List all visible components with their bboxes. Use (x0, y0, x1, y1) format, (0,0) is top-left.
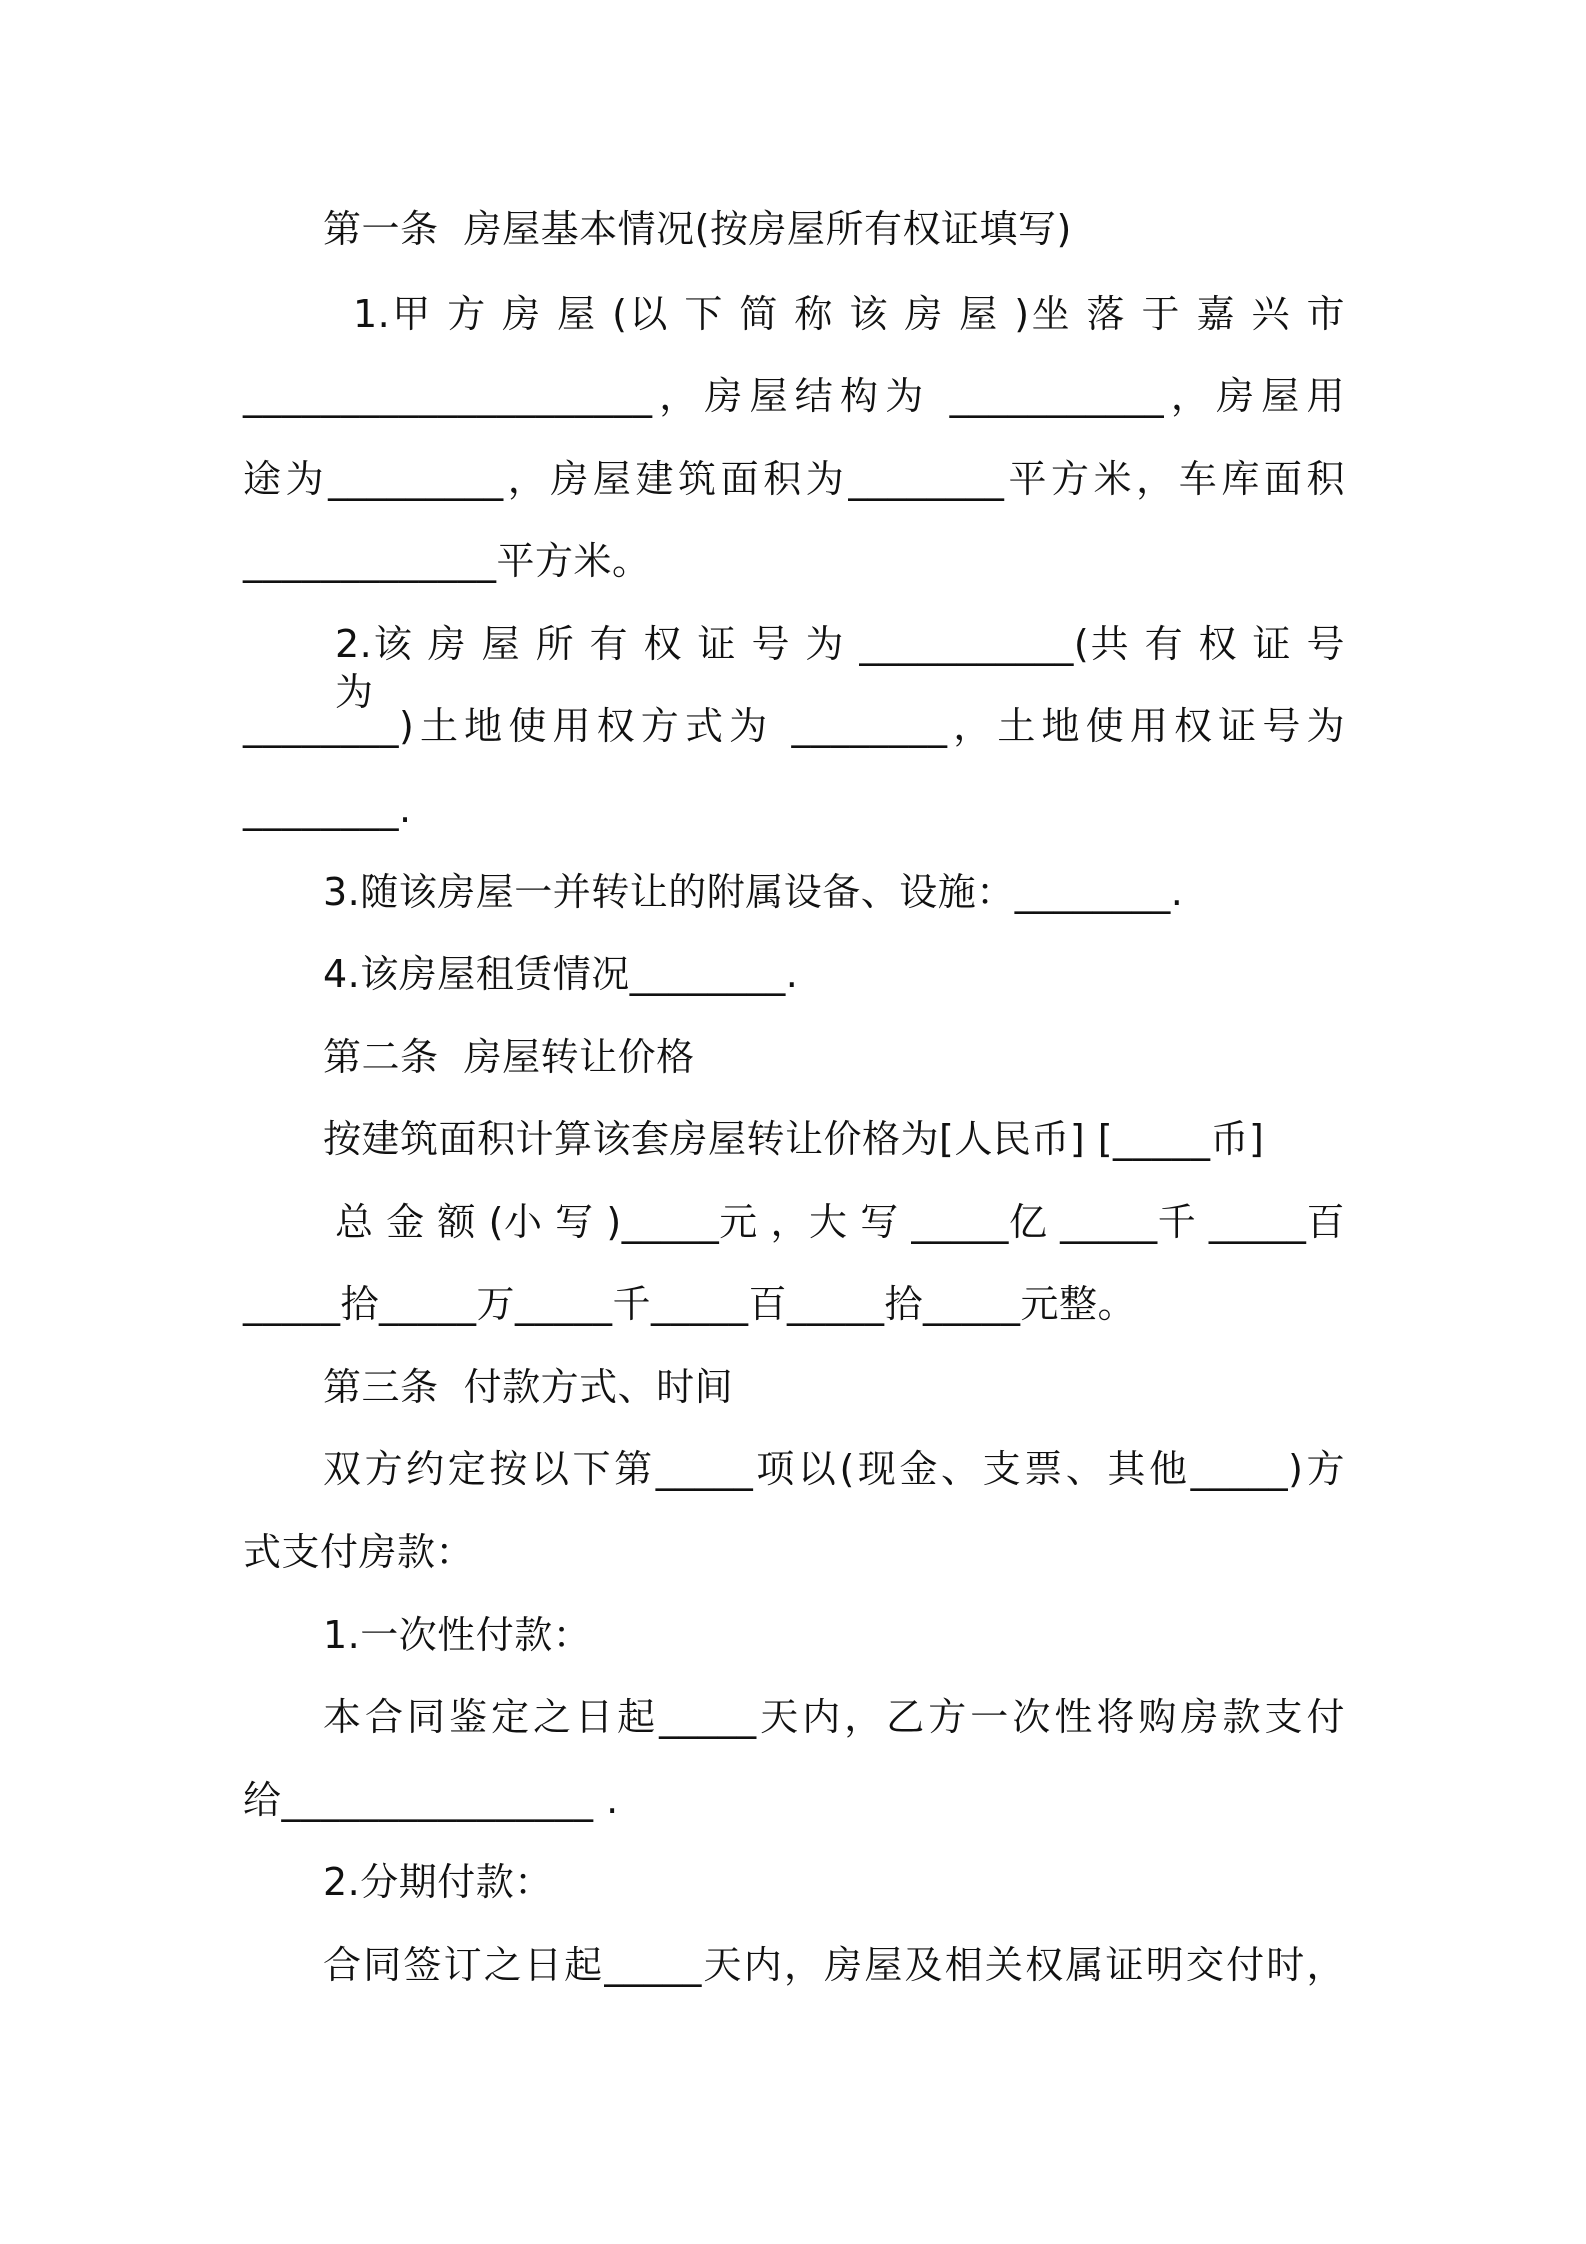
paragraph-2-line-3: ________. (243, 787, 412, 831)
article-2-heading: 第二条 房屋转让价格 (323, 1035, 695, 1079)
article-3-heading: 第三条 付款方式、时间 (323, 1365, 734, 1409)
paragraph-1-line-4: _____________平方米。 (243, 539, 651, 583)
paragraph-1-line-2: _____________________，房屋结构为 ___________，房屋用 (243, 374, 1345, 418)
installment-line-1: 合同签订之日起_____天内，房屋及相关权属证明交付时， (323, 1943, 1345, 1987)
payment-line-2: 式支付房款： (243, 1530, 475, 1574)
paragraph-2-line-1: 2.该 房 屋 所 有 权 证 号 为 ___________(共 有 权 证 号 为 (335, 622, 1345, 714)
lump-sum-line-2: 给________________ . (243, 1778, 619, 1822)
lump-sum-heading: 1.一次性付款： (323, 1613, 592, 1657)
paragraph-1-line-1: 1.甲 方 房 屋 (以 下 简 称 该 房 屋 )坐 落 于 嘉 兴 市 (353, 292, 1345, 336)
article-1-heading: 第一条 房屋基本情况(按房屋所有权证填写) (323, 207, 1072, 251)
price-line-2: 总 金 额 (小 写 )_____元 ，大 写 _____亿 _____千 _____百 (335, 1200, 1345, 1244)
paragraph-2-line-2: ________)土地使用权方式为 ________，土地使用权证号为 (243, 704, 1345, 748)
price-line-1: 按建筑面积计算该套房屋转让价格为[人民币] [_____币] (323, 1117, 1265, 1161)
price-line-3: _____拾_____万_____千_____百_____拾_____元整。 (243, 1282, 1137, 1326)
payment-line-1: 双方约定按以下第_____项以(现金、支票、其他_____)方 (323, 1447, 1345, 1491)
paragraph-4: 4.该房屋租赁情况________. (323, 952, 799, 996)
installment-heading: 2.分期付款： (323, 1860, 553, 1904)
lump-sum-line-1: 本合同鉴定之日起_____天内，乙方一次性将购房款支付 (323, 1695, 1345, 1739)
paragraph-3: 3.随该房屋一并转让的附属设备、设施：________. (323, 870, 1184, 914)
paragraph-1-line-3: 途为_________，房屋建筑面积为________平方米，车库面积 (243, 457, 1345, 501)
